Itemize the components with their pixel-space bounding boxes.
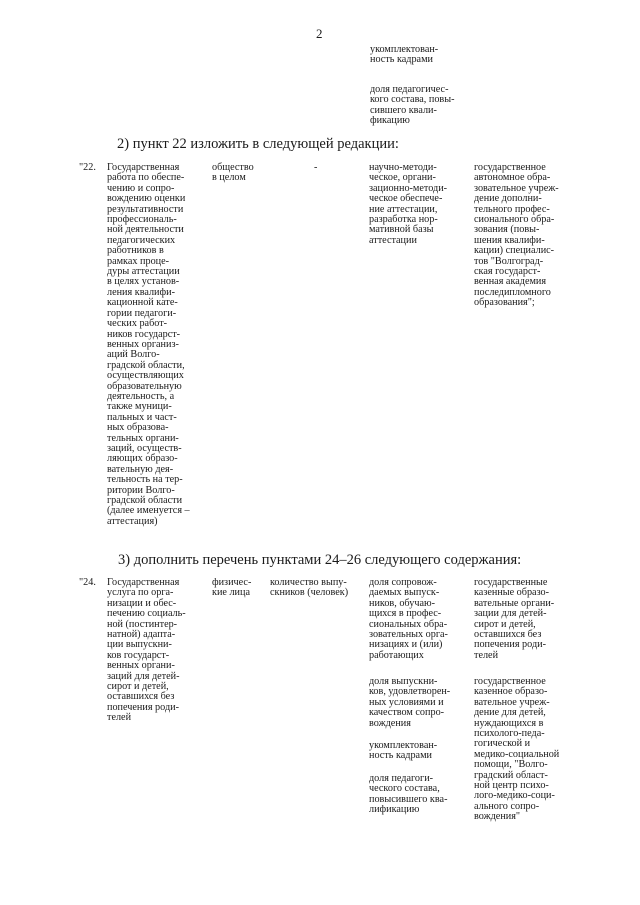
item-24-number: "24.: [79, 577, 96, 588]
page-number: 2: [316, 26, 323, 41]
item-22-volume-indicator: -: [314, 162, 318, 173]
section-heading-3: 3) дополнить перечень пунктами 24–26 следующего содержания:: [118, 552, 522, 568]
item-24-quality-indicator-4: доля педагоги- ческого состава, повысившего ква- лификацию: [369, 773, 448, 816]
item-24-quality-indicator-2: доля выпускни- ков, удовлетворен- ных условиями и качеством сопро- вождения: [369, 676, 451, 729]
top-indicator-staffing: укомплектован- ность кадрами: [370, 44, 439, 66]
item-24-quality-indicator-1: доля сопровож- даемых выпуск- ников, обучаю- щихся в профес- сиональных обра- зовательных орга- низациях и (или) работающих: [369, 577, 448, 661]
item-24-provider-2: государственное казенное образо- вательное учреж- дение для детей, нуждающихся в психолого-педа- гогической и медико-социальной помощи, "Волго- градский област- ной центр психо- лого-медико-соци- ального сопро- вождения": [474, 676, 560, 823]
item-22-name: Государственная работа по обеспе- чению и сопро- вождению оценки результативности профессиональ- ной деятельности педагогических работников в рамках проце- дуры аттестации в целях установ- ления квалифи- кационной кате- гории педагоги- ческих работ- ников государст- венных организ- аций Волго- градской области, осуществляющих образовательную деятельность, а также муници- пальных и част- ных образова- тельных органи- заций, осуществ- ляющих образо- вательную дея- тельность на тер- ритории Волго- градской области (далее именуется – аттестация): [107, 162, 190, 527]
item-22-provider: государственное автономное обра- зовательное учреж- дение дополни- тельного профес- сионального обра- зования (повы- шения квалифи- кации) специалис- тов "Волгоград- ская государст- венная академия последипломного образования";: [474, 162, 559, 309]
item-24-volume-indicator: количество выпу- скников (человек): [270, 577, 349, 599]
item-24-consumers: физичес- кие лица: [212, 577, 252, 599]
item-24-quality-indicator-3: укомплектован- ность кадрами: [369, 740, 438, 762]
top-indicator-qualification: доля педагогичес- кого состава, повы- сившего квали- фикацию: [370, 84, 455, 127]
item-24-name: Государственная услуга по орга- низации и обес- печению социаль- ной (постинтер- натной) адапта- ции выпускни- ков государст- венных органи- заций для детей- сирот и детей, оставшихся без попечения роди- телей: [107, 577, 186, 724]
item-22-quality-indicator: научно-методи- ческое, органи- зационно-методи- ческое обеспече- ние аттестации, разработка нор- мативной базы аттестации: [369, 162, 448, 246]
section-heading-2: 2) пункт 22 изложить в следующей редакции:: [117, 136, 399, 152]
item-22-number: "22.: [79, 162, 96, 173]
item-24-provider-1: государственные казенные образо- вательные органи- зации для детей- сирот и детей, оставшихся без попечения роди- телей: [474, 577, 555, 661]
item-22-consumers: общество в целом: [212, 162, 254, 184]
